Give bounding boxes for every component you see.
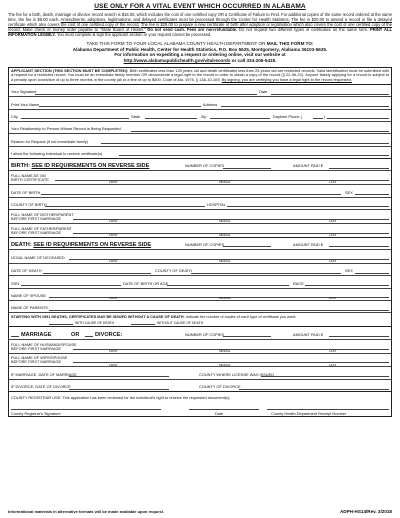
birth-hospital-field[interactable] xyxy=(227,206,389,207)
birth-dob-field[interactable] xyxy=(41,194,341,195)
birth-mother-row xyxy=(9,210,391,224)
birth-dob-label: DATE OF BIRTH xyxy=(11,189,41,195)
birth-father-row xyxy=(9,224,391,238)
death-parents-field[interactable] xyxy=(49,310,389,311)
birth-copies-field[interactable] xyxy=(223,168,271,169)
date-label: Date xyxy=(259,89,268,95)
take-form-text: TAKE THIS FORM TO YOUR LOCAL ALABAMA COUNTY HEALTH DEPARTMENT OR xyxy=(86,41,266,47)
death-spouse-first-caption: FIRST xyxy=(109,296,118,301)
fee-text-1: The fee for a birth, death, marriage or divorce record search is $15.00, which includes the cost of one certified copy OR a Certificate of Failure to Find. For additional copies of the same record ordered at the same time, the fee is $6.00 each. xyxy=(8,12,392,23)
license-county-field[interactable] xyxy=(261,376,389,377)
death-spouse-row xyxy=(9,289,391,301)
state-label: State xyxy=(131,113,141,119)
husband-label: FULL NAME OF HUSBAND/SPOUSE xyxy=(11,341,77,347)
allow-row xyxy=(9,147,391,159)
with-cause-label: WITH CAUSE OF DEATH xyxy=(75,320,115,325)
birth-first-caption: FIRST xyxy=(109,180,118,185)
birth-mother-last-caption: LAST xyxy=(329,219,337,224)
city-field[interactable] xyxy=(21,118,129,119)
death-copies-label: NUMBER OF COPIES xyxy=(185,242,225,248)
wife-middle-caption: MIDDLE xyxy=(219,362,231,367)
birth-county-label: COUNTY OF BIRTH xyxy=(11,202,47,208)
mailing-instructions xyxy=(8,41,392,63)
divorce-county-label: COUNTY OF DIVORCE xyxy=(199,384,241,390)
mail-form-text: MAIL THIS FORM TO: xyxy=(266,41,314,47)
relationship-label: Your Relationship to Person Whose Record is Being Requested xyxy=(11,126,121,132)
death-heading-label: DEATH: xyxy=(11,241,32,248)
license-county-label: COUNTY WHERE LICENSE WAS ISSUED xyxy=(199,371,275,377)
death-cause-heading: STARTING WITH 1991 DEATHS, CERTIFICATES MAY BE ISSUED WITHOUT A CAUSE OF DEATH. xyxy=(11,315,185,320)
reason-row xyxy=(9,134,391,146)
wife-label: FULL NAME OF WIFE/SPOUSE xyxy=(11,355,68,361)
death-id-requirements: SEE ID REQUIREMENTS ON REVERSE SIDE xyxy=(33,241,152,248)
marriage-date-row xyxy=(9,367,391,379)
zip-label: Zip xyxy=(201,113,207,119)
print-legibly: PRINT ALL INFORMATION LEGIBLY. xyxy=(8,27,392,38)
husband-field[interactable] xyxy=(73,349,389,350)
death-heading xyxy=(11,242,151,248)
registrar-date-label: Date xyxy=(215,410,224,416)
birth-id-requirements: SEE ID REQUIREMENTS ON REVERSE SIDE xyxy=(31,163,150,170)
fee-no-cash: Do not send cash. Fees are non-refundable. xyxy=(147,27,238,33)
birth-father-label: FULL NAME OF FATHER/PARENT xyxy=(11,225,72,231)
relationship-field[interactable] xyxy=(131,131,389,132)
death-spouse-middle-caption: MIDDLE xyxy=(219,296,231,301)
phone-field[interactable] xyxy=(327,118,389,119)
fee-text-3: The fee is $25.00 to prepare a new certificate of birth after adoption or legitimation which also covers the cost of one certified copy of the record. Make check or money order payable to "State Board of Health." xyxy=(8,22,392,33)
birth-middle-caption: MIDDLE xyxy=(219,180,231,185)
death-cause-row xyxy=(9,313,391,327)
divorce-date-row xyxy=(9,380,391,392)
death-first-caption: FIRST xyxy=(109,259,118,263)
death-county-field[interactable] xyxy=(191,273,341,274)
death-last-caption: LAST xyxy=(329,259,337,263)
death-dob-field[interactable] xyxy=(167,285,289,286)
birth-county-row xyxy=(9,198,391,210)
page-footer xyxy=(8,509,392,514)
address-label: Address xyxy=(203,101,218,107)
birth-copies-label: NUMBER OF COPIES xyxy=(185,163,225,169)
applicant-heading: APPLICANT SECTION (THIS SECTION MUST BE COMPLETED): xyxy=(11,67,129,73)
website-link[interactable]: http://www.alabamapublichealth.gov/vitalrecords xyxy=(123,58,231,64)
birth-name-row xyxy=(9,171,391,185)
print-name-label: Print Your Name xyxy=(11,101,40,107)
alt-format-note: Informational materials in alternative formats will be made available upon request. xyxy=(8,509,165,514)
divorce-date-label: IF DIVORCE, DATE OF DIVORCE xyxy=(11,384,71,390)
marriage-date-label: IF MARRIAGE, DATE OF MARRIAGE xyxy=(11,371,77,377)
death-amount-label: AMOUNT PAID $ xyxy=(293,242,323,248)
divorce-county-field[interactable] xyxy=(239,389,389,390)
applicant-text: Birth certificates less than 125 years old and death certificates less than 25 years old are restricted records. Valid identification must be submitted with a request for a restricted record. You must be an immediate family member OR demonstrate a legal right to the record in order to obtain a copy of the record (§ 22-9A-21). Anyone falsely applying for a record is subject to a penalty upon conviction of up to three months in the county jail or a fine of up to $500. Code of Ala. 1975, § 13A-10-109. xyxy=(11,67,390,83)
marriage-amount-label: AMOUNT PAID $ xyxy=(293,331,323,337)
birth-amount-label: AMOUNT PAID $ xyxy=(293,163,323,169)
death-copies-field[interactable] xyxy=(223,246,271,247)
fee-text-4: Do not request two different types of certificates on the same form. xyxy=(239,27,369,33)
birth-amount-field[interactable] xyxy=(329,168,389,169)
marriage-or: OR xyxy=(71,331,80,338)
birth-father-field[interactable] xyxy=(73,233,389,234)
vital-records-form xyxy=(8,3,392,417)
marriage-check-field[interactable] xyxy=(11,336,19,337)
phone-close: ) xyxy=(324,113,326,119)
state-field[interactable] xyxy=(145,118,197,119)
zip-field[interactable] xyxy=(210,118,270,119)
allow-field[interactable] xyxy=(119,155,389,156)
divorce-heading: DIVORCE: xyxy=(95,331,123,338)
birth-mother-first-caption: FIRST xyxy=(109,219,118,224)
area-code-field[interactable] xyxy=(313,118,323,119)
wife-label-2: BEFORE FIRST MARRIAGE xyxy=(11,359,62,365)
wife-first-caption: FIRST xyxy=(109,362,118,367)
husband-row xyxy=(9,340,391,354)
death-ssn-label: SSN xyxy=(11,280,19,286)
death-parents-row xyxy=(9,301,391,313)
death-ssn-row xyxy=(9,276,391,288)
death-race-field[interactable] xyxy=(305,285,389,286)
registrar-date-field[interactable] xyxy=(189,409,259,410)
death-spouse-label: NAME OF SPOUSE xyxy=(11,292,47,298)
city-row xyxy=(9,110,391,122)
date-field[interactable] xyxy=(271,94,389,95)
relationship-row xyxy=(9,122,391,134)
receipt-number-label: County Health Department Receipt Number xyxy=(271,410,347,416)
death-date-field[interactable] xyxy=(43,273,151,274)
birth-father-last-caption: LAST xyxy=(329,232,337,237)
death-name-label: LEGAL NAME OF DECEASED xyxy=(11,254,65,260)
reason-label: Reason for Request (if not immediate family) xyxy=(11,138,88,144)
birth-mother-label: FULL NAME OF MOTHER/PARENT xyxy=(11,211,74,217)
applicant-certify: By signing, you are certifying you have a legal right to the record requested. xyxy=(221,77,352,83)
death-header-row xyxy=(9,238,391,250)
name-address-row xyxy=(9,97,391,109)
birth-mother-middle-caption: MIDDLE xyxy=(219,219,231,224)
reason-field[interactable] xyxy=(101,143,389,144)
registrar-row xyxy=(9,392,391,416)
form-title: USE ONLY FOR A VITAL EVENT WHICH OCCURRED IN ALABAMA xyxy=(94,3,306,10)
applicant-note xyxy=(9,68,391,85)
birth-dob-row xyxy=(9,185,391,197)
birth-heading xyxy=(11,163,149,169)
marriage-header-row xyxy=(9,327,391,339)
divorce-date-field[interactable] xyxy=(69,389,169,390)
birth-name-label: FULL NAME AS ON xyxy=(11,173,46,179)
husband-label-2: BEFORE FIRST MARRIAGE xyxy=(11,345,62,351)
wife-row xyxy=(9,354,391,368)
website-info: For information on expediting a request or ordering online, visit our website at xyxy=(114,52,286,58)
registrar-signature-label: County Registrar's Signature xyxy=(11,410,61,416)
signature-field[interactable] xyxy=(35,94,257,95)
fee-instructions xyxy=(8,12,392,37)
birth-header-row xyxy=(9,159,391,171)
death-middle-caption: MIDDLE xyxy=(219,259,231,263)
registrar-note: COUNTY REGISTRAR USE: This application has been reviewed for the individual's right to receive the requested document(s). xyxy=(11,395,231,401)
husband-middle-caption: MIDDLE xyxy=(219,348,231,353)
husband-last-caption: LAST xyxy=(329,348,337,353)
with-cause-field[interactable] xyxy=(49,324,73,325)
signature-label: Your Signature xyxy=(11,89,37,95)
marriage-amount-field[interactable] xyxy=(329,336,389,337)
fee-text-2: The fee is $20.00 to amend a record or file a delayed certificate which also covers the cost of one certified copy of the record. xyxy=(8,17,392,28)
without-cause-label: WITHOUT CAUSE OF DEATH xyxy=(157,320,204,325)
marriage-copies-label: NUMBER OF COPIES xyxy=(185,331,225,337)
death-race-label: RACE xyxy=(293,280,304,286)
marriage-heading: MARRIAGE xyxy=(21,331,52,338)
death-name-row xyxy=(9,250,391,264)
without-cause-field[interactable] xyxy=(131,324,155,325)
wife-field[interactable] xyxy=(73,362,389,363)
death-parents-label: NAME OF PARENTS xyxy=(11,305,48,311)
birth-county-field[interactable] xyxy=(45,206,205,207)
death-sex-label: SEX xyxy=(345,268,353,274)
divorce-check-field[interactable] xyxy=(85,336,93,337)
phone-label: Daytime Phone ( xyxy=(273,113,302,119)
death-dob-label: DATE OF BIRTH OR AGE xyxy=(123,280,169,286)
birth-sex-field[interactable] xyxy=(355,194,389,195)
birth-last-caption: LAST xyxy=(329,180,337,185)
print-name-field[interactable] xyxy=(39,106,201,107)
birth-heading-label: BIRTH: xyxy=(11,163,30,170)
fee-text-5: You must complete & sign the applicant section or your request cannot be processed. xyxy=(56,32,212,38)
death-county-label: COUNTY OF DEATH xyxy=(155,268,192,274)
death-amount-field[interactable] xyxy=(329,246,389,247)
death-date-label: DATE OF DEATH xyxy=(11,268,42,274)
birth-father-first-caption: FIRST xyxy=(109,232,118,237)
birth-mother-field[interactable] xyxy=(73,219,389,220)
birth-sex-label: SEX xyxy=(345,189,353,195)
death-date-row xyxy=(9,264,391,276)
birth-father-label-2: BEFORE FIRST MARRIAGE xyxy=(11,229,62,235)
fee-text-amendments: Amendments, adoptions, legitimations, and delayed certificates must be processed through the Center for Health Statistics. xyxy=(60,17,290,23)
birth-mother-label-2: BEFORE FIRST MARRIAGE xyxy=(11,215,62,221)
husband-first-caption: FIRST xyxy=(109,348,118,353)
wife-last-caption: LAST xyxy=(329,362,337,367)
signature-row xyxy=(9,85,391,97)
marriage-copies-field[interactable] xyxy=(223,336,271,337)
allow-label: I allow the following individual to receive certificate(s) xyxy=(11,151,103,157)
phone-info: or call 334-206-5418. xyxy=(231,58,277,64)
applicant-section xyxy=(8,67,392,418)
birth-name-label-2: BIRTH CERTIFICATE xyxy=(11,177,49,183)
death-cause-text: Indicate the number of copies of each type of certificate you want: xyxy=(185,315,297,320)
form-number: ADPH-HS14/Rev. 3/2018 xyxy=(339,509,392,514)
address-field[interactable] xyxy=(221,106,389,107)
mailing-address: Alabama Department of Public Health, Center for Health Statistics, P.O. Box 5625, Montgomery, Alabama 36103-5625. xyxy=(72,46,328,52)
death-ssn-field[interactable] xyxy=(21,285,121,286)
marriage-date-field[interactable] xyxy=(69,376,169,377)
birth-father-middle-caption: MIDDLE xyxy=(219,232,231,237)
death-spouse-last-caption: LAST xyxy=(329,296,337,301)
death-sex-field[interactable] xyxy=(355,273,389,274)
city-label: City xyxy=(11,113,18,119)
birth-hospital-label: HOSPITAL xyxy=(207,202,226,208)
